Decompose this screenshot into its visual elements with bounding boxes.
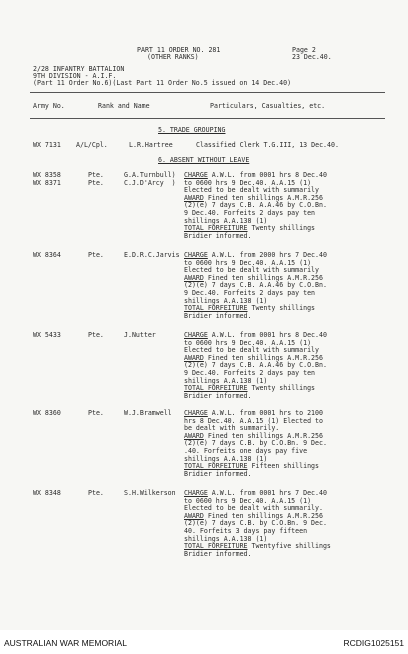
- keyword: TOTAL FORFEITURE: [184, 462, 248, 471]
- keyword: CHARGE: [184, 409, 208, 417]
- header-rule-bottom: [30, 118, 385, 119]
- particulars-line: Bridier informed.: [184, 549, 252, 558]
- header-rule-top: [30, 92, 385, 93]
- entry-rank: Pte.: [88, 489, 104, 497]
- keyword: AWARD: [184, 431, 204, 440]
- particulars-line: AWARD Fined ten shillings A.M.R.256: [184, 431, 323, 440]
- trade-army-no: WX 7131: [33, 141, 61, 149]
- entry-name: E.D.R.C.Jarvis: [124, 251, 180, 259]
- entry-name: J.Nutter: [124, 331, 156, 339]
- unit-line-1: 2/28 INFANTRY BATTALION: [33, 65, 125, 73]
- particulars-line: CHARGE A.W.L. from 0001 hrs 7 Dec.40: [184, 489, 327, 497]
- keyword: TOTAL FORFEITURE: [184, 304, 248, 313]
- particulars-line: to 0600 hrs 9 Dec.40. A.A.15 (1): [184, 178, 312, 187]
- col-rank-name: Rank and Name: [98, 102, 150, 110]
- particulars-line: AWARD Fined ten shillings A.M.R.256: [184, 511, 323, 520]
- entry-army-no: WX 8360: [33, 409, 61, 417]
- entry-particulars: [184, 410, 327, 478]
- particulars-line: (2)(e) 7 days C.B. by C.O.Bn. 9 Dec.: [184, 519, 327, 528]
- particulars-line: (2)(e) 7 days C.B. A.A.46 by C.O.Bn.: [184, 201, 327, 210]
- particulars-line: (2)(e) 7 days C.B. A.A.46 by C.O.Bn.: [184, 281, 327, 290]
- order-title: PART 11 ORDER NO. 281: [137, 46, 221, 54]
- particulars-line: 9 Dec.40. Forfeits 2 days pay ten: [184, 288, 316, 297]
- keyword: TOTAL FORFEITURE: [184, 384, 248, 393]
- particulars-line: TOTAL FORFEITURE Twenty shillings: [184, 224, 316, 233]
- particulars-line: Elected to be dealt with summarily: [184, 266, 319, 275]
- section-trade-grouping-title: 5. TRADE GROUPING: [158, 126, 226, 134]
- particulars-line: TOTAL FORFEITURE Twentyfive shillings: [184, 542, 331, 551]
- particulars-line: AWARD Fined ten shillings A.M.R.256: [184, 353, 323, 362]
- particulars-line: AWARD Fined ten shillings A.M.R.256: [184, 193, 323, 202]
- section-awl-title: 6. ABSENT WITHOUT LEAVE: [158, 156, 250, 164]
- particulars-line: Elected to be dealt with summarily: [184, 186, 319, 195]
- particulars-line: Elected to be dealt with summarily.: [184, 504, 323, 513]
- particulars-line: Bridier informed.: [184, 231, 252, 240]
- particulars-line: (2)(e) 7 days C.B. by C.O.Bn. 9 Dec.: [184, 439, 327, 448]
- trade-text: Classified Clerk T.G.III, 13 Dec.40.: [196, 141, 339, 149]
- col-particulars: Particulars, Casualties, etc.: [210, 102, 326, 110]
- keyword: TOTAL FORFEITURE: [184, 542, 248, 551]
- particulars-line: to 0600 hrs 9 Dec.40. A.A.15 (1): [184, 258, 312, 267]
- particulars-line: Bridier informed.: [184, 311, 252, 320]
- trade-name: L.R.Hartree: [129, 141, 173, 149]
- particulars-line: hrs 8 Dec.40. A.A.15 (1) Elected to: [184, 416, 323, 425]
- particulars-line: 9 Dec.40. Forfeits 2 days pay ten: [184, 208, 316, 217]
- keyword: AWARD: [184, 193, 204, 202]
- page-number: Page 2: [292, 46, 316, 54]
- particulars-line: 40. Forfeits 3 days pay fifteen: [184, 526, 308, 535]
- keyword: AWARD: [184, 511, 204, 520]
- particulars-line: shillings A.A.138 (1): [184, 296, 268, 305]
- entry-name: G.A.Turnbull) C.J.D'Arcy ): [124, 171, 176, 187]
- particulars-line: Bridier informed.: [184, 469, 252, 478]
- entry-particulars: [184, 252, 327, 320]
- entry-rank: Pte.: [88, 331, 104, 339]
- entry-army-no: WX 8348: [33, 489, 61, 497]
- particulars-line: CHARGE A.W.L. from 0001 hrs 8 Dec.40: [184, 331, 327, 339]
- footer-bar: [0, 630, 408, 654]
- entry-name: W.J.Bramwell: [124, 409, 172, 417]
- particulars-line: .40. Forfeits one days pay five: [184, 446, 308, 455]
- trade-rank: A/L/Cpl.: [76, 141, 108, 149]
- order-subtitle: (OTHER RANKS): [147, 53, 199, 61]
- particulars-line: TOTAL FORFEITURE Fifteen shillings: [184, 462, 319, 471]
- particulars-line: Elected to be dealt with summarily: [184, 346, 319, 355]
- entry-army-no: WX 5433: [33, 331, 61, 339]
- particulars-line: shillings A.A.138 (1): [184, 534, 268, 543]
- entry-rank: Pte.: [88, 251, 104, 259]
- entry-army-no: WX 8364: [33, 251, 61, 259]
- footer-record-id: RCDIG1025151: [343, 638, 404, 648]
- keyword: AWARD: [184, 353, 204, 362]
- particulars-line: CHARGE A.W.L. from 0001 hrs to 2100: [184, 409, 323, 417]
- keyword: CHARGE: [184, 251, 208, 259]
- entry-particulars: [184, 172, 327, 240]
- particulars-line: CHARGE A.W.L. from 0001 hrs 8 Dec.40: [184, 171, 327, 179]
- particulars-line: TOTAL FORFEITURE Twenty shillings: [184, 384, 316, 393]
- col-army-no: Army No.: [33, 102, 65, 110]
- order-date: 23 Dec.40.: [292, 53, 332, 61]
- particulars-line: 9 Dec.40. Forfeits 2 days pay ten: [184, 368, 316, 377]
- keyword: CHARGE: [184, 171, 208, 179]
- unit-line-2: 9TH DIVISION - A.I.F.: [33, 72, 117, 80]
- particulars-line: shillings A.A.138 (1): [184, 216, 268, 225]
- entry-rank: Pte. Pte.: [88, 171, 104, 187]
- keyword: AWARD: [184, 273, 204, 282]
- particulars-line: to 0600 hrs 9 Dec.40. A.A.15 (1): [184, 338, 312, 347]
- particulars-line: be dealt with summarily.: [184, 424, 280, 433]
- particulars-line: TOTAL FORFEITURE Twenty shillings: [184, 304, 316, 313]
- entry-rank: Pte.: [88, 409, 104, 417]
- particulars-line: to 0600 hrs 9 Dec.40. A.A.15 (1): [184, 496, 312, 505]
- particulars-line: (2)(e) 7 days C.B. A.A.46 by C.O.Bn.: [184, 361, 327, 370]
- keyword: TOTAL FORFEITURE: [184, 224, 248, 233]
- particulars-line: shillings A.A.138 (1): [184, 454, 268, 463]
- particulars-line: AWARD Fined ten shillings A.M.R.256: [184, 273, 323, 282]
- particulars-line: Bridier informed.: [184, 391, 252, 400]
- particulars-line: shillings A.A.138 (1): [184, 376, 268, 385]
- footer-institution: AUSTRALIAN WAR MEMORIAL: [4, 638, 127, 648]
- entry-name: S.H.Wilkerson: [124, 489, 176, 497]
- keyword: CHARGE: [184, 489, 208, 497]
- entry-particulars: [184, 490, 331, 558]
- keyword: CHARGE: [184, 331, 208, 339]
- particulars-line: CHARGE A.W.L. from 2000 hrs 7 Dec.40: [184, 251, 327, 259]
- unit-line-3: (Part 11 Order No.6)(Last Part 11 Order No.5 issued on 14 Dec.40): [33, 79, 292, 87]
- entry-army-no: WX 8358 WX 8371: [33, 171, 61, 187]
- entry-particulars: [184, 332, 327, 400]
